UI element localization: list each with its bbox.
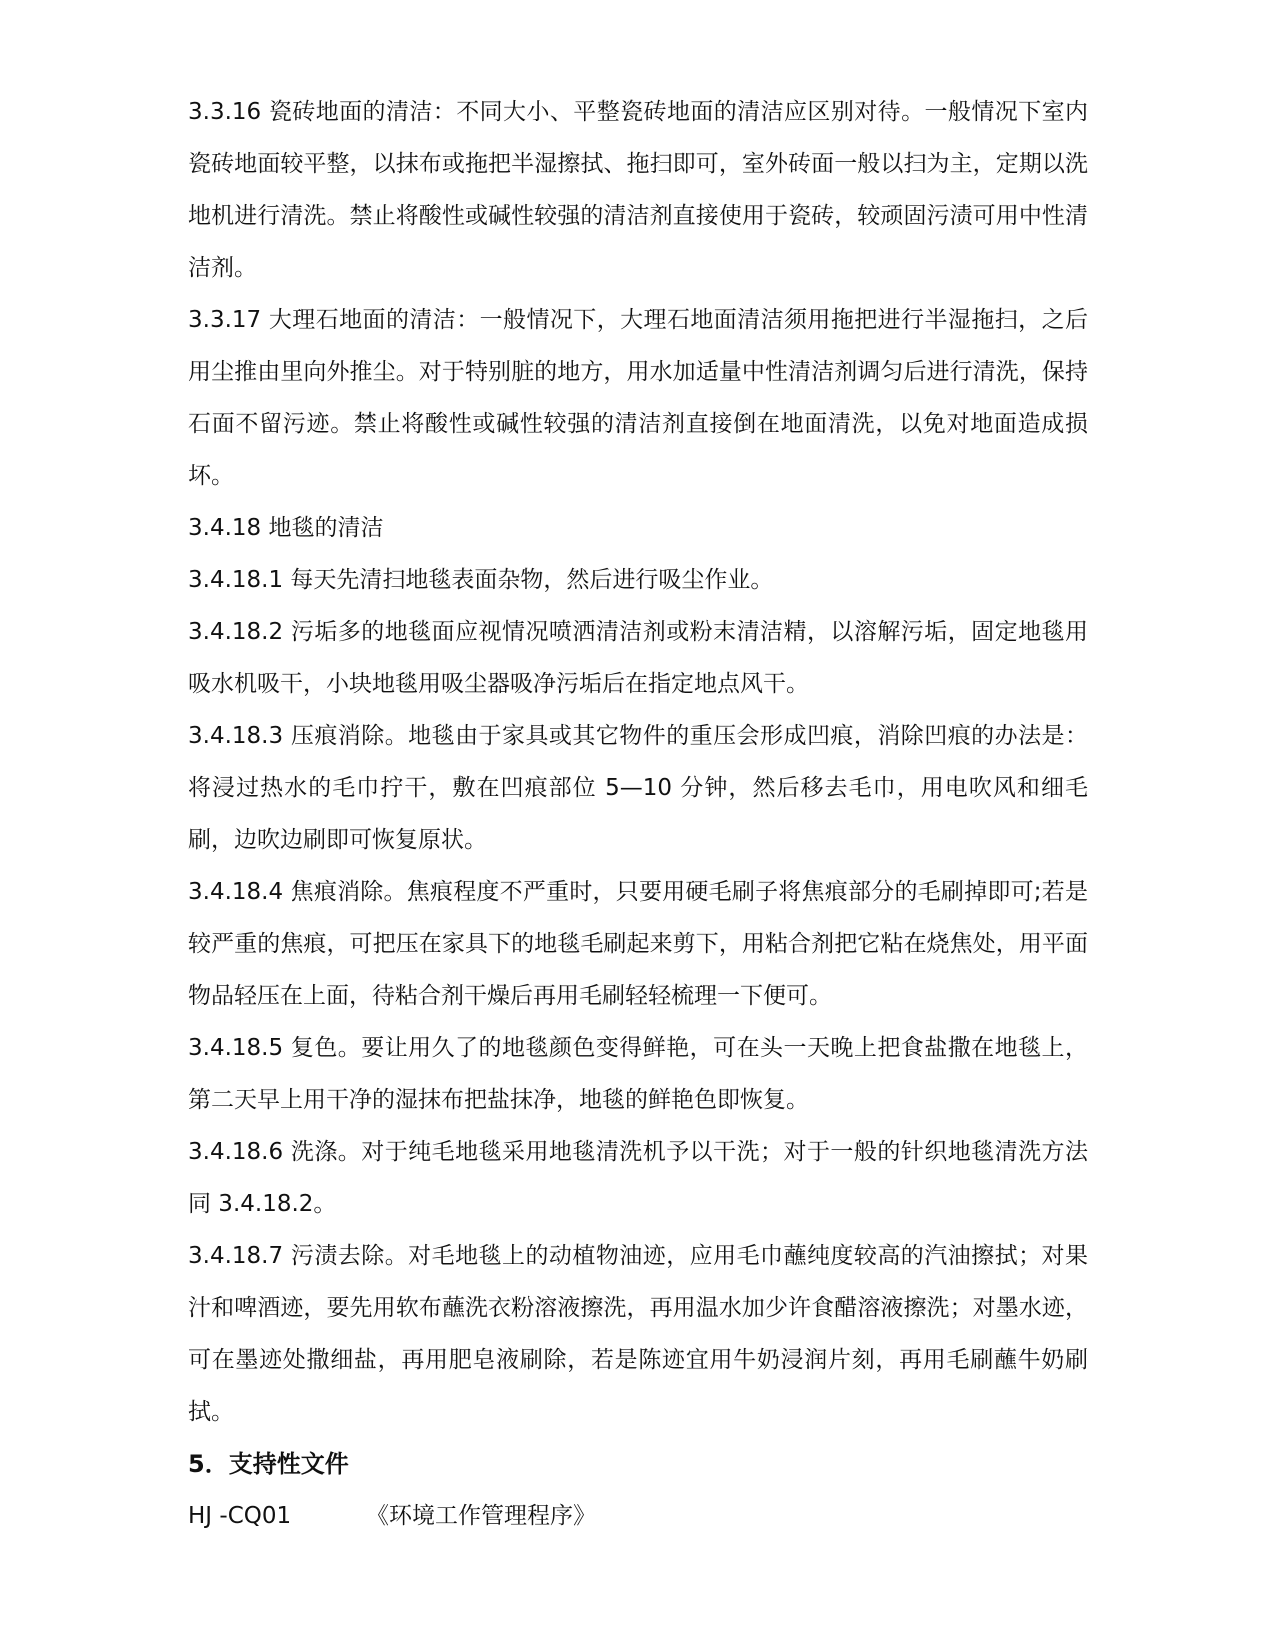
paragraph-stain-removal: 3.4.18.7 污渍去除。对毛地毯上的动植物油迹，应用毛巾蘸纯度较高的汽油擦拭；对果汁和啤酒迹，要先用软布蘸洗衣粉溶液擦洗，再用温水加少许食醋溶液擦洗；对墨水迹，可在墨迹处撒细盐，再用肥皂液刷除，若是陈迹宜用牛奶浸润片刻，再用毛刷蘸牛奶刷拭。 <box>188 1243 1088 1425</box>
reference-line <box>188 1490 1088 1542</box>
section-heading-supporting-documents: 5．支持性文件 <box>188 1450 349 1478</box>
paragraph-burn-removal: 3.4.18.4 焦痕消除。焦痕程度不严重时，只要用硬毛刷子将焦痕部分的毛刷掉即可;若是较严重的焦痕，可把压在家具下的地毯毛刷起来剪下，用粘合剂把它粘在烧焦处，用平面物品轻压在上面，待粘合剂干燥后再用毛刷轻轻梳理一下便可。 <box>188 879 1088 1009</box>
paragraph-tile-floor-cleaning: 3.3.16 瓷砖地面的清洁：不同大小、平整瓷砖地面的清洁应区别对待。一般情况下室内瓷砖地面较平整，以抹布或拖把半湿擦拭、拖扫即可，室外砖面一般以扫为主，定期以洗地机进行清洗。禁止将酸性或碱性较强的清洁剂直接使用于瓷砖，较顽固污渍可用中性清洁剂。 <box>188 99 1088 281</box>
paragraph-carpet-cleaning-title: 3.4.18 地毯的清洁 <box>188 515 384 541</box>
paragraph-carpet-stains: 3.4.18.2 污垢多的地毯面应视情况喷洒清洁剂或粉末清洁精，以溶解污垢，固定地毯用吸水机吸干，小块地毯用吸尘器吸净污垢后在指定地点风干。 <box>188 619 1088 697</box>
reference-code: HJ -CQ01 <box>188 1503 292 1529</box>
reference-title: 《环境工作管理程序》 <box>366 1503 596 1529</box>
paragraph-marble-floor-cleaning: 3.3.17 大理石地面的清洁：一般情况下，大理石地面清洁须用拖把进行半湿拖扫，之后用尘推由里向外推尘。对于特别脏的地方，用水加适量中性清洁剂调匀后进行清洗，保持石面不留污迹。禁止将酸性或碱性较强的清洁剂直接倒在地面清洗，以免对地面造成损坏。 <box>188 307 1088 489</box>
paragraph-carpet-daily: 3.4.18.1 每天先清扫地毯表面杂物，然后进行吸尘作业。 <box>188 567 774 593</box>
paragraph-color-restore: 3.4.18.5 复色。要让用久了的地毯颜色变得鲜艳，可在头一天晚上把食盐撒在地毯上，第二天早上用干净的湿抹布把盐抹净，地毯的鲜艳色即恢复。 <box>188 1035 1088 1113</box>
document-body <box>188 86 1088 1542</box>
paragraph-dent-removal: 3.4.18.3 压痕消除。地毯由于家具或其它物件的重压会形成凹痕，消除凹痕的办法是：将浸过热水的毛巾拧干，敷在凹痕部位 5—10 分钟，然后移去毛巾，用电吹风和细毛刷，边吹边刷即可恢复原状。 <box>188 723 1088 853</box>
paragraph-washing: 3.4.18.6 洗涤。对于纯毛地毯采用地毯清洗机予以干洗；对于一般的针织地毯清洗方法同 3.4.18.2。 <box>188 1139 1088 1217</box>
